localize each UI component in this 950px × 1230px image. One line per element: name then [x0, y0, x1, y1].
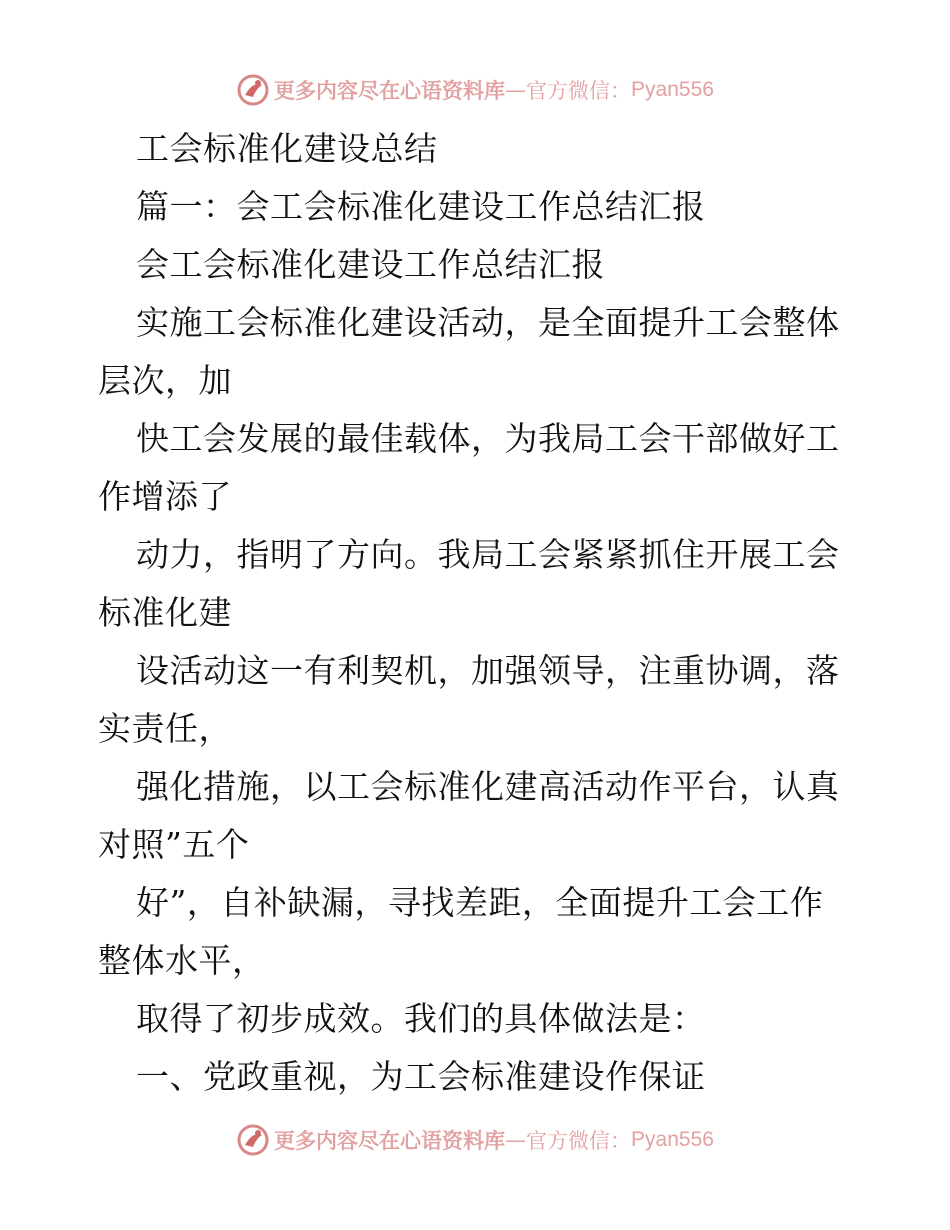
watermark-brand-text: 更多内容尽在心语资料库: [274, 1129, 506, 1153]
paragraph-line: 强化措施，以工会标准化建高活动作平台，认真: [136, 767, 840, 806]
footer-watermark: [0, 1120, 950, 1160]
document-body: [98, 120, 858, 1106]
document-title: 工会标准化建设总结: [136, 129, 438, 168]
watermark-brand-text: 更多内容尽在心语资料库: [274, 79, 506, 103]
watermark-wechat-id: Pyan556: [631, 1128, 714, 1151]
section-heading: 篇一：会工会标准化建设工作总结汇报: [136, 187, 706, 226]
section-heading-1: 一、党政重视，为工会标准建设作保证: [136, 1057, 706, 1096]
sub-heading: 会工会标准化建设工作总结汇报: [136, 245, 605, 284]
brand-logo-icon: [236, 73, 270, 107]
paragraph-line: 实责任，: [98, 709, 232, 748]
header-watermark: [0, 70, 950, 110]
watermark-wechat-label: 官方微信：: [526, 1129, 632, 1153]
paragraph-line: 动力，指明了方向。我局工会紧紧抓住开展工会: [136, 535, 840, 574]
paragraph-line: 好”，自补缺漏，寻找差距，全面提升工会工作: [136, 883, 824, 922]
watermark-wechat-id: Pyan556: [631, 78, 714, 101]
paragraph-line: 标准化建: [98, 593, 232, 632]
paragraph-line: 层次，加: [98, 361, 232, 400]
watermark-wechat-label: 官方微信：: [526, 79, 632, 103]
paragraph-line: 取得了初步成效。我们的具体做法是：: [136, 999, 706, 1038]
paragraph-line: 实施工会标准化建设活动，是全面提升工会整体: [136, 303, 840, 342]
brand-logo-icon: [236, 1123, 270, 1157]
paragraph-line: 快工会发展的最佳载体，为我局工会干部做好工: [136, 419, 840, 458]
watermark-separator: —: [505, 1128, 527, 1152]
watermark-separator: —: [505, 78, 527, 102]
paragraph-line: 整体水平，: [98, 941, 266, 980]
paragraph-line: 设活动这一有利契机，加强领导，注重协调，落: [136, 651, 840, 690]
paragraph-line: 对照”五个: [98, 825, 250, 864]
paragraph-line: 作增添了: [98, 477, 232, 516]
